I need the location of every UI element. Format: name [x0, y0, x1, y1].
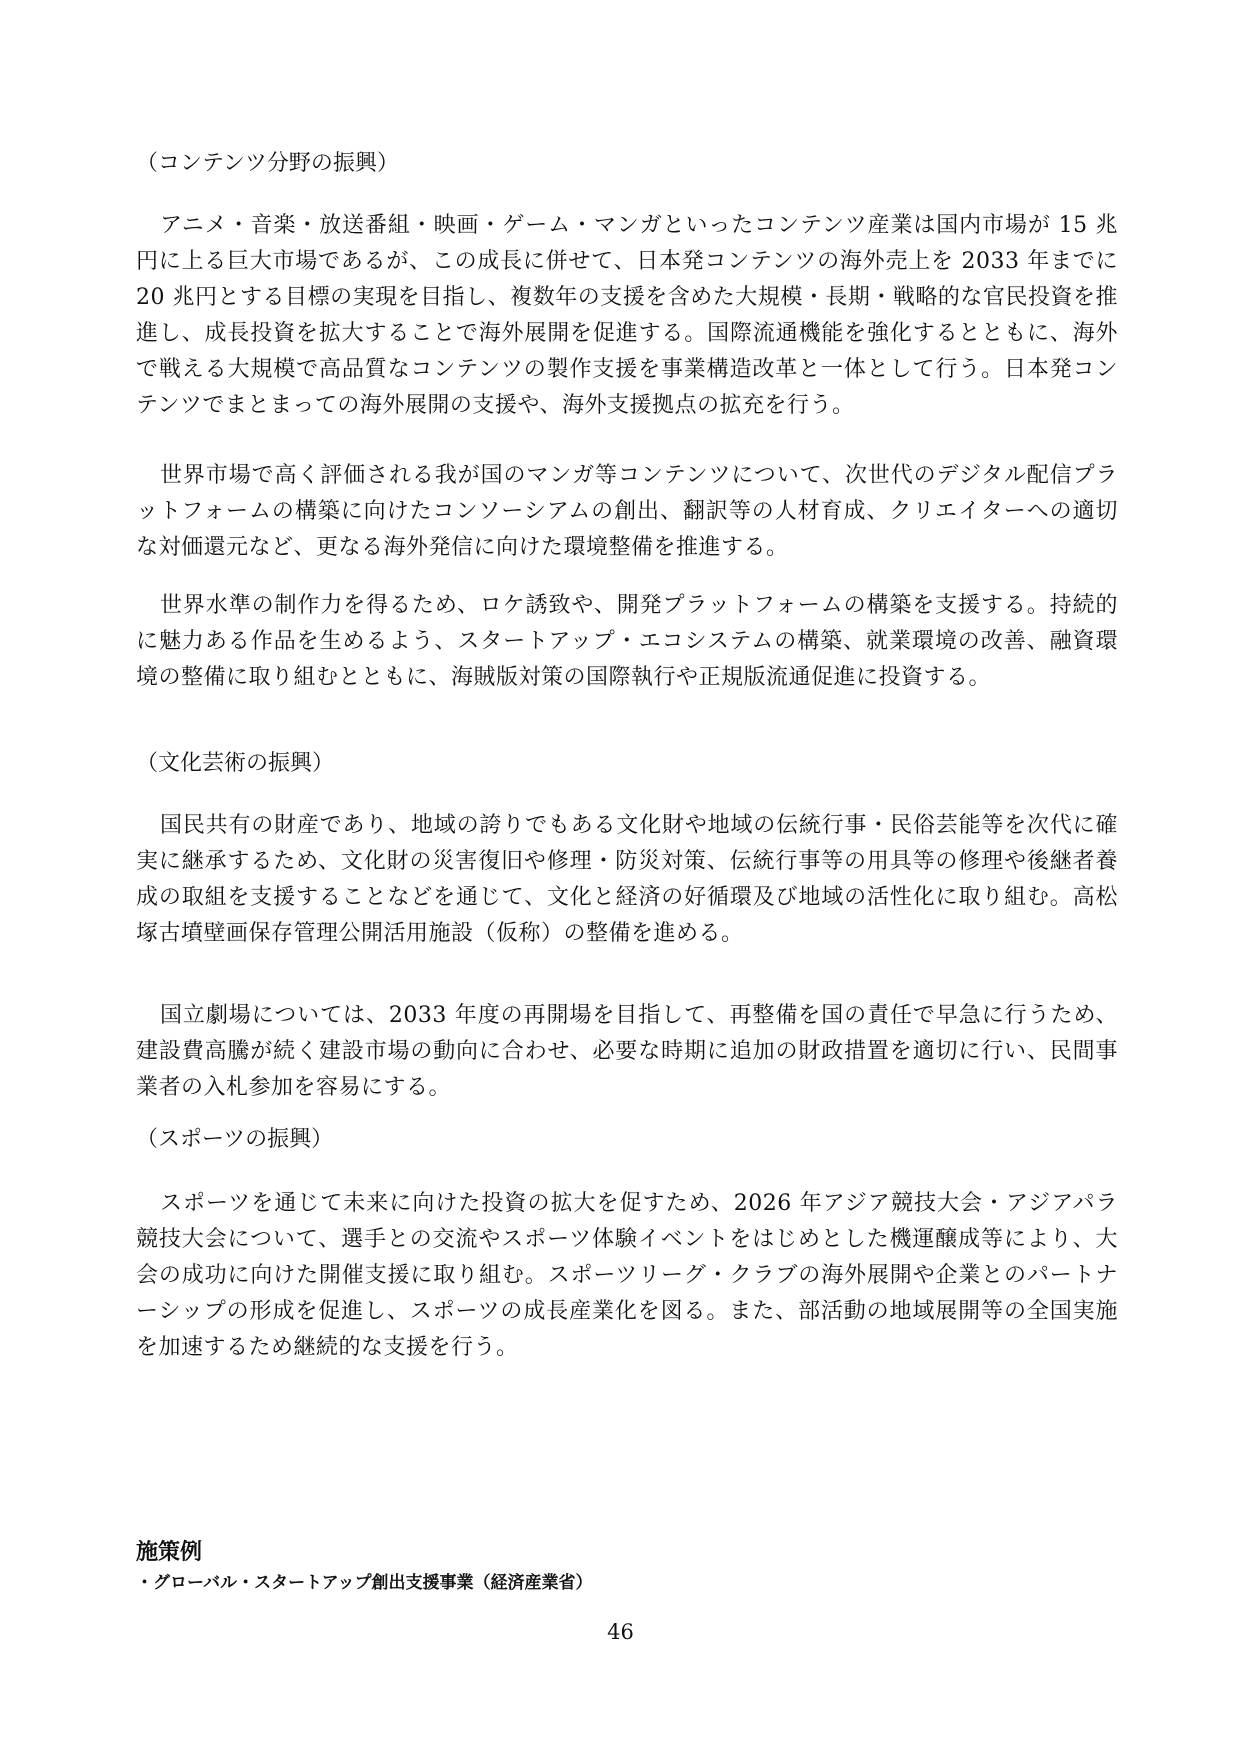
paragraph-sports-1: スポーツを通じて未来に向けた投資の拡大を促すため、2026 年アジア競技大会・アジアパラ競技大会について、選手との交流やスポーツ体験イベントをはじめとした機運醸成等により、大会の成功に向けた開催支援に取り組む。スポーツリーグ・クラブの海外展開や企業とのパートナーシップの形成を促進し、スポーツの成長産業化を図る。また、部活動の地域展開等の全国実施を加速するため継続的な支援を行う。: [136, 1191, 1118, 1360]
section-heading-culture: （文化芸術の振興）: [136, 751, 335, 776]
paragraph-contents-3: 世界水準の制作力を得るため、ロケ誘致や、開発プラットフォームの構築を支援する。持続的に魅力ある作品を生めるよう、スタートアップ・エコシステムの構築、就業環境の改善、融資環境の整備に取り組むとともに、海賊版対策の国際執行や正規版流通促進に投資する。: [136, 593, 1118, 690]
examples-heading: 施策例: [136, 1540, 203, 1565]
section-heading-contents: （コンテンツ分野の振興）: [136, 151, 399, 176]
paragraph-contents-2: 世界市場で高く評価される我が国のマンガ等コンテンツについて、次世代のデジタル配信プラットフォームの構築に向けたコンソーシアムの創出、翻訳等の人材育成、クリエイターへの適切な対価還元など、更なる海外発信に向けた環境整備を推進する。: [136, 463, 1118, 560]
example-item: ・グローバル・スタートアップ創出支援事業（経済産業省）: [136, 1573, 593, 1593]
paragraph-culture-2: 国立劇場については、2033 年度の再開場を目指して、再整備を国の責任で早急に行うため、建設費高騰が続く建設市場の動向に合わせ、必要な時期に追加の財政措置を適切に行い、民間事業者の入札参加を容易にする。: [136, 1003, 1118, 1100]
paragraph-contents-1: アニメ・音楽・放送番組・映画・ゲーム・マンガといったコンテンツ産業は国内市場が 15 兆円に上る巨大市場であるが、この成長に併せて、日本発コンテンツの海外売上を 2033 年までに 20 兆円とする目標の実現を目指し、複数年の支援を含めた大規模・長期・戦略的な官民投資を推進し、成長投資を拡大することで海外展開を促進する。国際流通機能を強化するとともに、海外で戦える大規模で高品質なコンテンツの製作支援を事業構造改革と一体として行う。日本発コンテンツでまとまっての海外展開の支援や、海外支援拠点の拡充を行う。: [136, 213, 1118, 418]
page-number: 46: [607, 1620, 634, 1644]
section-heading-sports: （スポーツの振興）: [136, 1127, 334, 1152]
paragraph-culture-1: 国民共有の財産であり、地域の誇りでもある文化財や地域の伝統行事・民俗芸能等を次代に確実に継承するため、文化財の災害復旧や修理・防災対策、伝統行事等の用具等の修理や後継者養成の取組を支援することなどを通じて、文化と経済の好循環及び地域の活性化に取り組む。高松塚古墳壁画保存管理公開活用施設（仮称）の整備を進める。: [136, 813, 1118, 946]
